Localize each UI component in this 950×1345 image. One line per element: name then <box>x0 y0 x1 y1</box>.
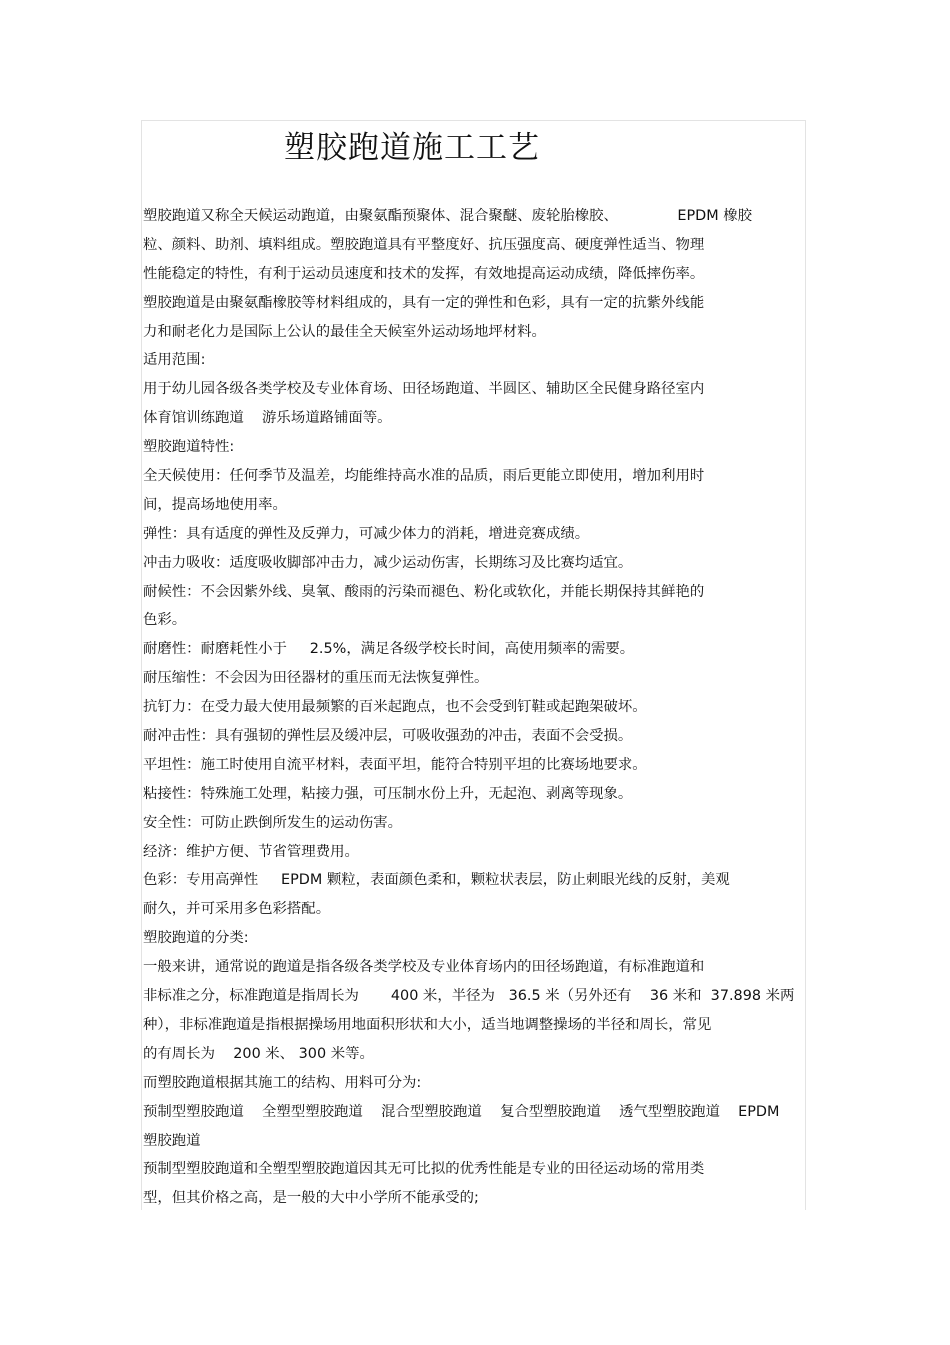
section-heading: 塑胶跑道特性: <box>143 439 235 456</box>
body-line: 色彩。 <box>143 612 187 629</box>
document-title: 塑胶跑道施工工艺 <box>284 130 540 166</box>
body-line: 耐冲击性：具有强韧的弹性层及缓冲层，可吸收强劲的冲击，表面不会受损。 <box>143 728 633 745</box>
body-line: 塑胶跑道 <box>143 1132 201 1149</box>
body-line: 用于幼儿园各级各类学校及专业体育场、田径场跑道、半圆区、辅助区全民健身路径室内 <box>143 381 705 398</box>
body-line: 弹性：具有适度的弹性及反弹力，可减少体力的消耗，增进竞赛成绩。 <box>143 525 590 542</box>
body-line: 预制型塑胶跑道 全塑型塑胶跑道 混合型塑胶跑道 复合型塑胶跑道 透气型塑胶跑道 EPDM <box>143 1103 780 1120</box>
body-line: 而塑胶跑道根据其施工的结构、用料可分为: <box>143 1074 422 1091</box>
body-line: 间，提高场地使用率。 <box>143 496 287 513</box>
body-line: 粘接性：特殊施工处理，粘接力强，可压制水份上升，无起泡、剥离等现象。 <box>143 785 633 802</box>
body-line: 性能稳定的特性，有利于运动员速度和技术的发挥，有效地提高运动成绩，降低摔伤率。 <box>143 265 705 282</box>
body-line: 塑胶跑道又称全天候运动跑道，由聚氨酯预聚体、混合聚醚、废轮胎橡胶、 EPDM 橡胶 <box>143 208 752 224</box>
document-body <box>143 202 803 1213</box>
body-line: 耐压缩性：不会因为田径器材的重压而无法恢复弹性。 <box>143 670 489 687</box>
body-line: 经济：维护方便、节省管理费用。 <box>143 843 359 860</box>
body-line: 耐久，并可采用多色彩搭配。 <box>143 901 331 918</box>
body-line: 抗钉力：在受力最大使用最频繁的百米起跑点，也不会受到钉鞋或起跑架破坏。 <box>143 699 647 716</box>
body-line: 的有周长为 200 米、 300 米等。 <box>143 1045 374 1062</box>
body-line: 塑胶跑道是由聚氨酯橡胶等材料组成的，具有一定的弹性和色彩，具有一定的抗紫外线能 <box>143 294 705 311</box>
section-heading: 塑胶跑道的分类: <box>143 930 249 947</box>
body-line: 一般来讲，通常说的跑道是指各级各类学校及专业体育场内的田径场跑道，有标准跑道和 <box>143 959 705 976</box>
body-line: 力和耐老化力是国际上公认的最佳全天候室外运动场地坪材料。 <box>143 323 546 340</box>
body-line: 种），非标准跑道是指根据操场用地面积形状和大小，适当地调整操场的半径和周长，常见 <box>143 1016 712 1033</box>
body-line: 型，但其价格之高，是一般的大中小学所不能承受的; <box>143 1190 479 1207</box>
body-line: 体育馆训练跑道 游乐场道路铺面等。 <box>143 410 392 427</box>
body-line: 预制型塑胶跑道和全塑型塑胶跑道因其无可比拟的优秀性能是专业的田径运动场的常用类 <box>143 1161 705 1178</box>
body-line: 粒、颜料、助剂、填料组成。塑胶跑道具有平整度好、抗压强度高、硬度弹性适当、物理 <box>143 236 705 253</box>
body-line: 耐磨性：耐磨耗性小于 2.5%，满足各级学校长时间，高使用频率的需要。 <box>143 641 635 658</box>
body-line: 非标准之分，标准跑道是指周长为 400 米，半径为 36.5 米（另外还有 36 米和 37.898 米两 <box>143 988 795 1005</box>
body-line: 耐候性：不会因紫外线、臭氧、酸雨的污染而褪色、粉化或软化，并能长期保持其鲜艳的 <box>143 583 705 600</box>
body-line: 平坦性：施工时使用自流平材料，表面平坦，能符合特别平坦的比赛场地要求。 <box>143 756 647 773</box>
body-line: 冲击力吸收：适度吸收脚部冲击力，减少运动伤害，长期练习及比赛均适宜。 <box>143 554 633 571</box>
body-line: 安全性：可防止跌倒所发生的运动伤害。 <box>143 814 403 831</box>
body-line: 色彩：专用高弹性 EPDM 颗粒，表面颜色柔和，颗粒状表层，防止刺眼光线的反射，美观 <box>143 872 730 889</box>
body-line: 全天候使用：任何季节及温差，均能维持高水准的品质，雨后更能立即使用，增加利用时 <box>143 468 705 485</box>
section-heading: 适用范围: <box>143 352 206 369</box>
